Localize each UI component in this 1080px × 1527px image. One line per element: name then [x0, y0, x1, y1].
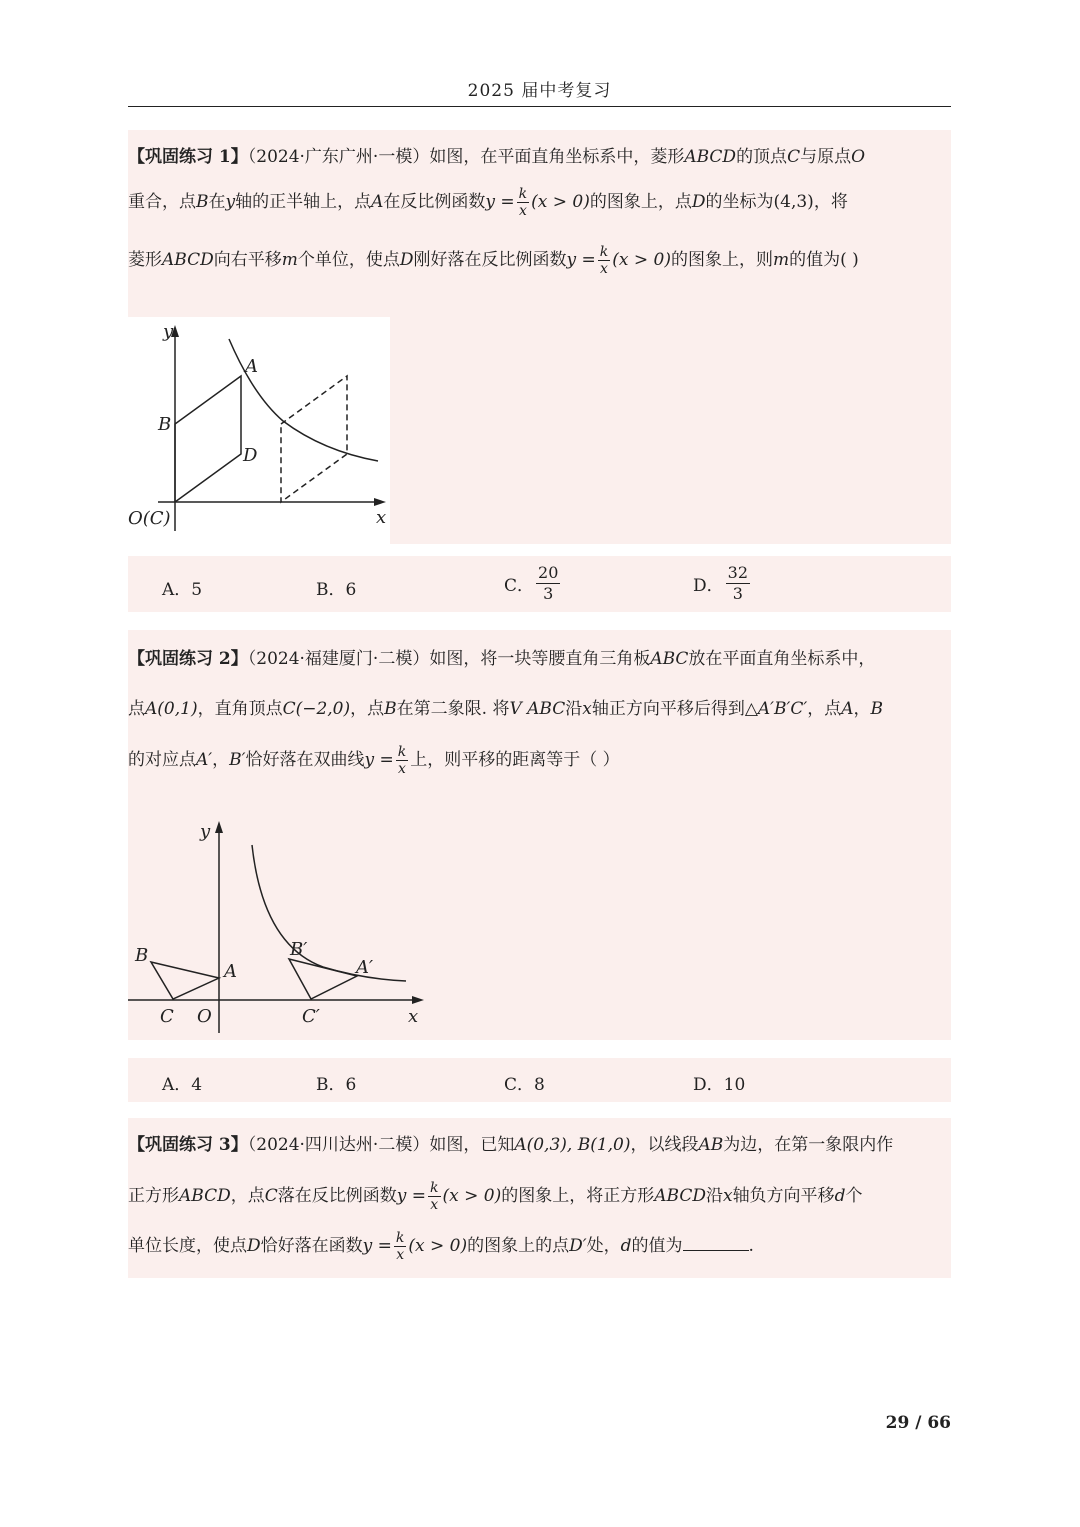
- q1-line-3: 菱形ABCD向右平移m个单位，使点D刚好落在反比例函数y = $\frac{k}{x}$ (x > 0)的图象上，则m的值为( ): [128, 244, 859, 277]
- x-axis-arrow: [412, 996, 424, 1004]
- label-x: x: [376, 507, 387, 528]
- label-y: y: [200, 821, 211, 842]
- shifted-rhombus-dashed: [281, 376, 347, 502]
- label-a-prime: A′: [356, 957, 374, 978]
- q2-line-2: 点A(0,1)，直角顶点C(−2,0)，点B在第二象限. 将V ABC沿x轴正方向平移后得到△A′B′C′，点A，B: [128, 699, 884, 719]
- triangle-abc: [151, 962, 219, 999]
- q1-line-2: 重合，点B在y轴的正半轴上，点A在反比例函数y = $\frac{k}{x}$ (x > 0)的图象上，点D的坐标为(4,3)，将: [128, 186, 848, 219]
- q2-option-d[interactable]: D．10: [693, 1075, 746, 1095]
- q1-option-d[interactable]: D． $\frac{32}{3}$: [693, 563, 748, 603]
- label-a: A: [245, 356, 258, 377]
- q3-line-3: 单位长度，使点D恰好落在函数y = $\frac{k}{x}$ (x > 0)的图象上的点D′处，d的值为 .: [128, 1230, 754, 1263]
- q2-option-c[interactable]: C．8: [504, 1075, 545, 1095]
- q1-figure: [128, 317, 390, 544]
- q1-option-a[interactable]: A．5: [162, 580, 203, 600]
- q2-option-b[interactable]: B．6: [316, 1075, 357, 1095]
- label-b: B: [158, 414, 172, 435]
- answer-blank[interactable]: [683, 1234, 749, 1251]
- label-a: A: [224, 961, 237, 982]
- q2-triangle-diagram: [128, 817, 428, 1040]
- label-o: O: [197, 1006, 212, 1027]
- header-rule: [128, 106, 951, 107]
- q2-figure: [128, 817, 428, 1040]
- q1-fraction-k-x-2: $\frac{k}{x}$: [599, 244, 609, 277]
- label-b-prime: B′: [290, 939, 308, 960]
- label-d: D: [243, 445, 258, 466]
- label-b: B: [135, 945, 149, 966]
- q2-options: [128, 1058, 951, 1102]
- triangle-a-prime-b-prime-c-prime: [289, 959, 357, 999]
- q2-fraction-k-x: $\frac{k}{x}$: [397, 744, 407, 777]
- q3-fraction-k-x-2: $\frac{k}{x}$: [395, 1230, 405, 1263]
- x-axis-arrow: [374, 498, 386, 506]
- q1-option-c[interactable]: C． $\frac{20}{3}$: [504, 563, 559, 603]
- q1-option-b[interactable]: B．6: [316, 580, 357, 600]
- q2-line-1: 【巩固练习 2】（2024·福建厦门·二模）如图，将一块等腰直角三角板ABC放在平面直角坐标系中，: [128, 649, 876, 669]
- page-header: 2025 届中考复习: [467, 81, 612, 101]
- q3-line-1: 【巩固练习 3】（2024·四川达州·二模）如图，已知A(0,3), B(1,0)，以线段AB为边，在第一象限内作: [128, 1135, 894, 1155]
- q1-source: （2024·广东广州·一模）: [247, 147, 430, 167]
- q1-option-d-fraction: $\frac{32}{3}$: [727, 563, 748, 603]
- label-y: y: [163, 321, 174, 342]
- q1-fraction-k-x: $\frac{k}{x}$: [518, 186, 528, 219]
- hyperbola-curve: [252, 845, 406, 981]
- question-2: [128, 630, 951, 1040]
- question-1: [128, 130, 951, 544]
- q1-line-1: 【巩固练习 1】（2024·广东广州·一模）如图，在平面直角坐标系中，菱形ABCD的顶点C与原点O: [128, 147, 866, 167]
- q3-fraction-k-x: $\frac{k}{x}$: [430, 1180, 439, 1213]
- label-c-prime: C′: [302, 1006, 320, 1027]
- q1-options: [128, 556, 951, 612]
- question-3: [128, 1118, 951, 1278]
- page-number: 29 / 66: [885, 1413, 951, 1433]
- q1-tag: 【巩固练习 1】: [128, 147, 248, 167]
- q1-rhombus-diagram: [128, 317, 390, 544]
- y-axis-arrow: [215, 821, 223, 833]
- q2-line-3: 的对应点A′，B′恰好落在双曲线y = $\frac{k}{x}$ 上，则平移的距离等于（ ）: [128, 744, 620, 777]
- q2-option-a[interactable]: A．4: [162, 1075, 203, 1095]
- label-c: C: [160, 1006, 174, 1027]
- label-x: x: [408, 1006, 419, 1027]
- rhombus-abcd: [175, 376, 241, 502]
- label-oc: O(C): [128, 508, 171, 529]
- q3-line-2: 正方形ABCD，点C落在反比例函数y = $\frac{k}{x}$ (x > 0)的图象上，将正方形ABCD沿x轴负方向平移d个: [128, 1180, 863, 1213]
- q1-option-c-fraction: $\frac{20}{3}$: [538, 563, 559, 603]
